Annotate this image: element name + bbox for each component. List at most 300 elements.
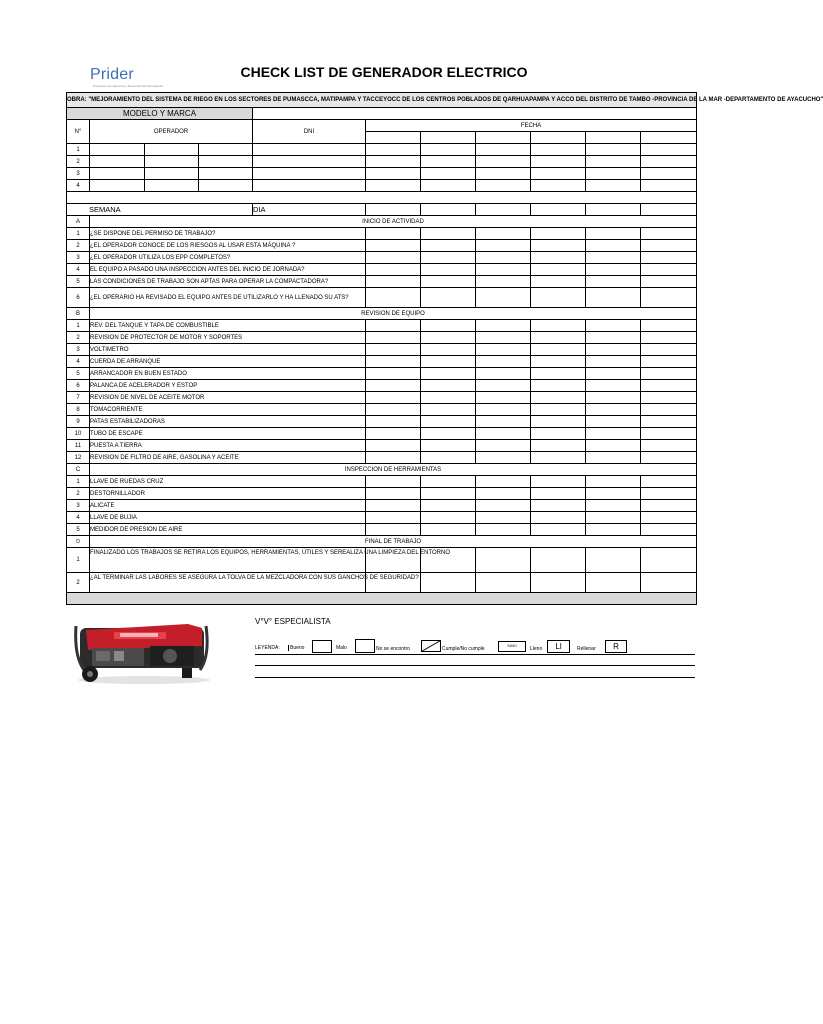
check-cell[interactable] — [366, 488, 421, 500]
check-cell[interactable] — [586, 548, 641, 573]
check-cell[interactable] — [586, 368, 641, 380]
check-cell[interactable] — [421, 356, 476, 368]
check-cell[interactable] — [421, 380, 476, 392]
check-cell[interactable] — [366, 264, 421, 276]
check-cell[interactable] — [476, 228, 531, 240]
legend-sino-box: SI/NO — [498, 641, 526, 652]
fecha-cell[interactable] — [366, 132, 421, 144]
check-cell[interactable] — [476, 440, 531, 452]
item-text: DESTORNILLADOR — [90, 488, 366, 500]
item-text: TUBO DE ESCAPE — [90, 428, 366, 440]
check-cell[interactable] — [641, 476, 697, 488]
check-cell[interactable] — [366, 500, 421, 512]
check-cell[interactable] — [586, 344, 641, 356]
check-cell[interactable] — [366, 356, 421, 368]
checklist-row — [67, 452, 697, 464]
fecha-check-cell[interactable] — [641, 144, 697, 156]
item-text: REVISION DE PROTECTOR DE MOTOR Y SOPORTES — [90, 332, 366, 344]
check-cell[interactable] — [421, 512, 476, 524]
check-cell[interactable] — [366, 512, 421, 524]
dia-label: DIA — [253, 204, 366, 216]
legend-label: LEYENDA: — [255, 645, 280, 651]
check-cell[interactable] — [476, 240, 531, 252]
checklist-row — [67, 368, 697, 380]
check-cell[interactable] — [421, 288, 476, 308]
dia-cell[interactable] — [586, 204, 641, 216]
checklist-row — [67, 500, 697, 512]
check-cell[interactable] — [421, 320, 476, 332]
operator-row-number: 3 — [67, 168, 90, 180]
check-cell[interactable] — [476, 500, 531, 512]
check-cell[interactable] — [586, 392, 641, 404]
check-cell[interactable] — [641, 428, 697, 440]
check-cell[interactable] — [641, 452, 697, 464]
check-cell[interactable] — [531, 332, 586, 344]
checklist-row — [67, 252, 697, 264]
check-cell[interactable] — [476, 380, 531, 392]
check-cell[interactable] — [586, 500, 641, 512]
dia-cell[interactable] — [531, 204, 586, 216]
dni-cell[interactable] — [253, 156, 366, 168]
fecha-check-cell[interactable] — [366, 168, 421, 180]
check-cell[interactable] — [641, 240, 697, 252]
operator-name-cell[interactable] — [145, 144, 199, 156]
check-cell[interactable] — [531, 368, 586, 380]
fecha-check-cell[interactable] — [366, 180, 421, 192]
operator-row — [67, 144, 697, 156]
operator-name-cell[interactable] — [199, 144, 253, 156]
operator-row — [67, 180, 697, 192]
item-text: PALANCA DE ACELERADOR Y ESTOP — [90, 380, 366, 392]
check-cell[interactable] — [366, 380, 421, 392]
check-cell[interactable] — [586, 264, 641, 276]
item-text: LLAVE DE BUJIA — [90, 512, 366, 524]
check-cell[interactable] — [586, 488, 641, 500]
check-cell[interactable] — [641, 344, 697, 356]
item-text: MEDIDOR DE PRESION DE AIRE — [90, 524, 366, 536]
check-cell[interactable] — [641, 276, 697, 288]
checklist-row — [67, 380, 697, 392]
check-cell[interactable] — [586, 240, 641, 252]
check-cell[interactable] — [476, 392, 531, 404]
check-cell[interactable] — [366, 452, 421, 464]
signature-line — [255, 677, 695, 678]
operator-name-cell[interactable] — [90, 180, 145, 192]
check-cell[interactable] — [586, 512, 641, 524]
legend-lleno: Lleno — [530, 646, 543, 652]
dni-cell[interactable] — [253, 168, 366, 180]
check-cell[interactable] — [476, 548, 531, 573]
item-number: 3 — [67, 252, 90, 264]
legend-r-box: R — [605, 640, 627, 653]
checklist-sections — [67, 216, 697, 593]
fecha-check-cell[interactable] — [586, 180, 641, 192]
operator-name-cell[interactable] — [199, 180, 253, 192]
item-text: EL EQUIPO A PASADO UNA INSPECCION ANTES DEL INICIO DE JORNADA? — [90, 264, 366, 276]
dni-cell[interactable] — [253, 144, 366, 156]
check-cell[interactable] — [586, 404, 641, 416]
fecha-check-cell[interactable] — [366, 156, 421, 168]
spacer-row — [67, 192, 697, 204]
check-cell[interactable] — [366, 392, 421, 404]
check-cell[interactable] — [421, 368, 476, 380]
item-number: 2 — [67, 488, 90, 500]
fecha-cell[interactable] — [421, 132, 476, 144]
item-text: VOLTIMETRO — [90, 344, 366, 356]
check-cell[interactable] — [586, 320, 641, 332]
fecha-check-cell[interactable] — [641, 156, 697, 168]
check-cell[interactable] — [641, 320, 697, 332]
legend-rellenar: Rellenar — [577, 646, 596, 652]
checklist-row — [67, 344, 697, 356]
check-cell[interactable] — [421, 452, 476, 464]
fecha-check-cell[interactable] — [421, 168, 476, 180]
check-cell[interactable] — [586, 428, 641, 440]
fecha-check-cell[interactable] — [641, 168, 697, 180]
check-cell[interactable] — [476, 288, 531, 308]
check-cell[interactable] — [641, 404, 697, 416]
fecha-check-cell[interactable] — [641, 180, 697, 192]
check-cell[interactable] — [641, 228, 697, 240]
check-cell[interactable] — [366, 428, 421, 440]
check-cell[interactable] — [641, 440, 697, 452]
item-text: LAS CONDICIONES DE TRABAJO SON APTAS PARA OPERAR LA COMPACTADORA? — [90, 276, 366, 288]
header-row-1 — [67, 120, 697, 132]
item-text: TOMACORRIENTE — [90, 404, 366, 416]
check-cell[interactable] — [421, 276, 476, 288]
check-cell[interactable] — [641, 573, 697, 593]
operator-row — [67, 156, 697, 168]
check-cell[interactable] — [641, 332, 697, 344]
fecha-check-cell[interactable] — [586, 156, 641, 168]
check-cell[interactable] — [476, 320, 531, 332]
check-cell[interactable] — [531, 573, 586, 593]
check-cell[interactable] — [531, 428, 586, 440]
item-number: 2 — [67, 573, 90, 593]
fecha-cell[interactable] — [531, 132, 586, 144]
section-title: REVISION DE EQUIPO — [90, 308, 697, 320]
item-text: REVISION DE NIVEL DE ACEITE MOTOR — [90, 392, 366, 404]
check-cell[interactable] — [476, 276, 531, 288]
check-cell[interactable] — [531, 392, 586, 404]
check-cell[interactable] — [586, 356, 641, 368]
section-header-row — [67, 308, 697, 320]
fecha-cell[interactable] — [476, 132, 531, 144]
obra-description: OBRA: "MEJORAMIENTO DEL SISTEMA DE RIEGO EN LOS SECTORES DE PUMASCCA, MATIPAMPA Y TACCEYOCC DE LOS CENTROS POBLADOS DE QARHUAPAMPA Y ACCO DEL DISTRITO DE TAMBO -PROVINCIA DE LA MAR -DEPARTAMENTO DE AYACUCHO" — [67, 93, 697, 108]
check-cell[interactable] — [476, 524, 531, 536]
check-cell[interactable] — [421, 404, 476, 416]
check-cell[interactable] — [366, 344, 421, 356]
check-cell[interactable] — [531, 512, 586, 524]
check-cell[interactable] — [586, 573, 641, 593]
check-cell[interactable] — [641, 392, 697, 404]
item-number: 5 — [67, 276, 90, 288]
footer-gray-row — [67, 593, 697, 605]
legend-cumple: Cumple/No cumple — [442, 646, 485, 652]
check-cell[interactable] — [421, 228, 476, 240]
check-cell[interactable] — [531, 500, 586, 512]
dia-cell[interactable] — [641, 204, 697, 216]
check-cell[interactable] — [641, 264, 697, 276]
fecha-check-cell[interactable] — [586, 144, 641, 156]
checklist-row — [67, 356, 697, 368]
fecha-check-cell[interactable] — [531, 168, 586, 180]
check-cell[interactable] — [366, 252, 421, 264]
check-cell[interactable] — [586, 524, 641, 536]
check-cell[interactable] — [421, 264, 476, 276]
check-cell[interactable] — [421, 344, 476, 356]
fecha-check-cell[interactable] — [421, 180, 476, 192]
fecha-check-cell[interactable] — [476, 180, 531, 192]
legend-bueno-box — [312, 640, 332, 653]
check-cell[interactable] — [531, 440, 586, 452]
check-cell[interactable] — [641, 416, 697, 428]
item-number: 4 — [67, 512, 90, 524]
check-cell[interactable] — [641, 368, 697, 380]
checklist-row — [67, 524, 697, 536]
check-cell[interactable] — [476, 252, 531, 264]
check-cell[interactable] — [366, 332, 421, 344]
item-number: 2 — [67, 240, 90, 252]
item-text: REVISION DE FILTRO DE AIRE, GASOLINA Y ACEITE — [90, 452, 366, 464]
check-cell[interactable] — [531, 320, 586, 332]
check-cell[interactable] — [641, 252, 697, 264]
semana-row — [67, 204, 697, 216]
check-cell[interactable] — [366, 240, 421, 252]
check-cell[interactable] — [366, 416, 421, 428]
signature-line — [255, 665, 695, 666]
check-cell[interactable] — [641, 512, 697, 524]
check-cell[interactable] — [641, 380, 697, 392]
footer-bar — [67, 593, 697, 605]
checklist-row — [67, 320, 697, 332]
check-cell[interactable] — [531, 524, 586, 536]
check-cell[interactable] — [476, 368, 531, 380]
section-letter: B — [67, 308, 90, 320]
fecha-check-cell[interactable] — [421, 144, 476, 156]
check-cell[interactable] — [531, 240, 586, 252]
check-cell[interactable] — [476, 332, 531, 344]
check-cell[interactable] — [366, 368, 421, 380]
section-letter: D — [67, 536, 90, 548]
check-cell[interactable] — [421, 392, 476, 404]
page-title: CHECK LIST DE GENERADOR ELECTRICO — [240, 64, 528, 80]
check-cell[interactable] — [641, 488, 697, 500]
check-cell[interactable] — [531, 252, 586, 264]
check-cell[interactable] — [421, 476, 476, 488]
check-cell[interactable] — [586, 288, 641, 308]
fecha-check-cell[interactable] — [476, 156, 531, 168]
check-cell[interactable] — [586, 228, 641, 240]
check-cell[interactable] — [366, 440, 421, 452]
operator-name-cell[interactable] — [90, 168, 145, 180]
section-letter: C — [67, 464, 90, 476]
item-number: 6 — [67, 380, 90, 392]
fecha-check-cell[interactable] — [421, 156, 476, 168]
check-cell[interactable] — [366, 276, 421, 288]
check-cell[interactable] — [421, 428, 476, 440]
operator-name-cell[interactable] — [199, 168, 253, 180]
legend-malo-box — [355, 639, 375, 653]
logo-tagline: Proyectos de Ingeniería y Desarrollo Rural Integrado — [93, 84, 164, 88]
item-number: 1 — [67, 320, 90, 332]
item-text: ¿EL OPERARIO HA REVISADO EL EQUIPO ANTES DE UTILIZARLO Y HA LLENADO SU ATS? — [90, 288, 366, 308]
check-cell[interactable] — [531, 228, 586, 240]
operator-name-cell[interactable] — [145, 180, 199, 192]
operator-name-cell[interactable] — [90, 144, 145, 156]
legend-cumple-box — [421, 640, 441, 652]
check-cell[interactable] — [586, 332, 641, 344]
header-fecha: FECHA — [366, 120, 697, 132]
semana-label: SEMANA — [67, 204, 253, 216]
item-text: CUERDA DE ARRANQUE — [90, 356, 366, 368]
check-cell[interactable] — [476, 416, 531, 428]
fecha-check-cell[interactable] — [531, 180, 586, 192]
item-text: REV. DEL TANQUE Y TAPA DE COMBUSTIBLE — [90, 320, 366, 332]
check-cell[interactable] — [476, 512, 531, 524]
check-cell[interactable] — [366, 524, 421, 536]
legend-bueno: Bueno — [290, 645, 305, 651]
checklist-row — [67, 332, 697, 344]
especialista-label: V°V° ESPECIALISTA — [255, 617, 331, 626]
item-text: LLAVE DE RUEDAS CRUZ — [90, 476, 366, 488]
dia-cell[interactable] — [476, 204, 531, 216]
check-cell[interactable] — [476, 452, 531, 464]
check-cell[interactable] — [641, 500, 697, 512]
item-text: ¿AL TERMINAR LAS LABORES SE ASEGURA LA TOLVA DE LA MEZCLADORA CON SUS GANCHOS DE SEGURIDAD? — [90, 573, 366, 593]
check-cell[interactable] — [366, 476, 421, 488]
modelo-marca-value[interactable] — [253, 108, 697, 120]
dia-cell[interactable] — [421, 204, 476, 216]
fecha-check-cell[interactable] — [586, 168, 641, 180]
item-number: 2 — [67, 332, 90, 344]
legend — [255, 640, 695, 654]
header-num: N° — [67, 120, 90, 144]
checklist-row — [67, 512, 697, 524]
signature-line — [255, 654, 695, 655]
fecha-cell[interactable] — [641, 132, 697, 144]
check-cell[interactable] — [531, 548, 586, 573]
check-cell[interactable] — [641, 288, 697, 308]
check-cell[interactable] — [421, 416, 476, 428]
section-title: INICIO DE ACTIVIDAD — [90, 216, 697, 228]
item-number: 10 — [67, 428, 90, 440]
check-cell[interactable] — [586, 276, 641, 288]
check-cell[interactable] — [531, 416, 586, 428]
item-number: 11 — [67, 440, 90, 452]
check-cell[interactable] — [531, 356, 586, 368]
check-cell[interactable] — [421, 488, 476, 500]
fecha-check-cell[interactable] — [531, 156, 586, 168]
spacer — [67, 192, 697, 204]
check-cell[interactable] — [586, 416, 641, 428]
check-cell[interactable] — [421, 440, 476, 452]
operator-row — [67, 168, 697, 180]
checklist-row — [67, 276, 697, 288]
check-cell[interactable] — [531, 288, 586, 308]
item-number: 4 — [67, 356, 90, 368]
check-cell[interactable] — [476, 573, 531, 593]
header-operador: OPERADOR — [90, 120, 253, 144]
check-cell[interactable] — [531, 476, 586, 488]
check-cell[interactable] — [531, 452, 586, 464]
check-cell[interactable] — [531, 404, 586, 416]
fecha-check-cell[interactable] — [366, 144, 421, 156]
check-cell[interactable] — [586, 252, 641, 264]
operator-name-cell[interactable] — [145, 168, 199, 180]
check-cell[interactable] — [586, 476, 641, 488]
legend-no-encontro: No se encontro — [376, 646, 410, 652]
check-cell[interactable] — [641, 356, 697, 368]
check-cell[interactable] — [531, 380, 586, 392]
fecha-check-cell[interactable] — [476, 168, 531, 180]
check-cell[interactable] — [476, 488, 531, 500]
check-cell[interactable] — [366, 228, 421, 240]
check-cell[interactable] — [421, 252, 476, 264]
check-cell[interactable] — [476, 428, 531, 440]
dia-cell[interactable] — [366, 204, 421, 216]
checklist-row — [67, 392, 697, 404]
generator-image — [70, 616, 212, 686]
check-cell[interactable] — [421, 332, 476, 344]
checklist-row — [67, 548, 697, 573]
check-cell[interactable] — [476, 404, 531, 416]
check-cell[interactable] — [421, 240, 476, 252]
section-title: FINAL DE TRABAJO — [90, 536, 697, 548]
item-number: 3 — [67, 500, 90, 512]
checklist-table — [66, 92, 823, 605]
check-cell[interactable] — [366, 404, 421, 416]
check-cell[interactable] — [421, 500, 476, 512]
section-header-row — [67, 464, 697, 476]
check-cell[interactable] — [476, 264, 531, 276]
check-cell[interactable] — [476, 344, 531, 356]
check-cell[interactable] — [421, 524, 476, 536]
check-cell[interactable] — [641, 548, 697, 573]
dni-cell[interactable] — [253, 180, 366, 192]
item-text: ¿SE DISPONE DEL PERMISO DE TRABAJO? — [90, 228, 366, 240]
fecha-cell[interactable] — [586, 132, 641, 144]
operator-rows — [67, 144, 697, 192]
check-cell[interactable] — [366, 288, 421, 308]
check-cell[interactable] — [531, 264, 586, 276]
fecha-check-cell[interactable] — [476, 144, 531, 156]
check-cell[interactable] — [586, 380, 641, 392]
check-cell[interactable] — [531, 344, 586, 356]
operator-name-cell[interactable] — [90, 156, 145, 168]
item-text: ALICATE — [90, 500, 366, 512]
operator-row-number: 2 — [67, 156, 90, 168]
operator-row-number: 4 — [67, 180, 90, 192]
section-letter: A — [67, 216, 90, 228]
check-cell[interactable] — [531, 488, 586, 500]
fecha-check-cell[interactable] — [531, 144, 586, 156]
check-cell[interactable] — [586, 452, 641, 464]
item-number: 6 — [67, 288, 90, 308]
modelo-marca-label: MODELO Y MARCA — [67, 108, 253, 120]
check-cell[interactable] — [531, 276, 586, 288]
item-number: 1 — [67, 228, 90, 240]
check-cell[interactable] — [476, 476, 531, 488]
check-cell[interactable] — [641, 524, 697, 536]
check-cell[interactable] — [366, 320, 421, 332]
check-cell[interactable] — [421, 573, 476, 593]
check-cell[interactable] — [476, 356, 531, 368]
item-number: 8 — [67, 404, 90, 416]
check-cell[interactable] — [586, 440, 641, 452]
operator-name-cell[interactable] — [145, 156, 199, 168]
operator-name-cell[interactable] — [199, 156, 253, 168]
